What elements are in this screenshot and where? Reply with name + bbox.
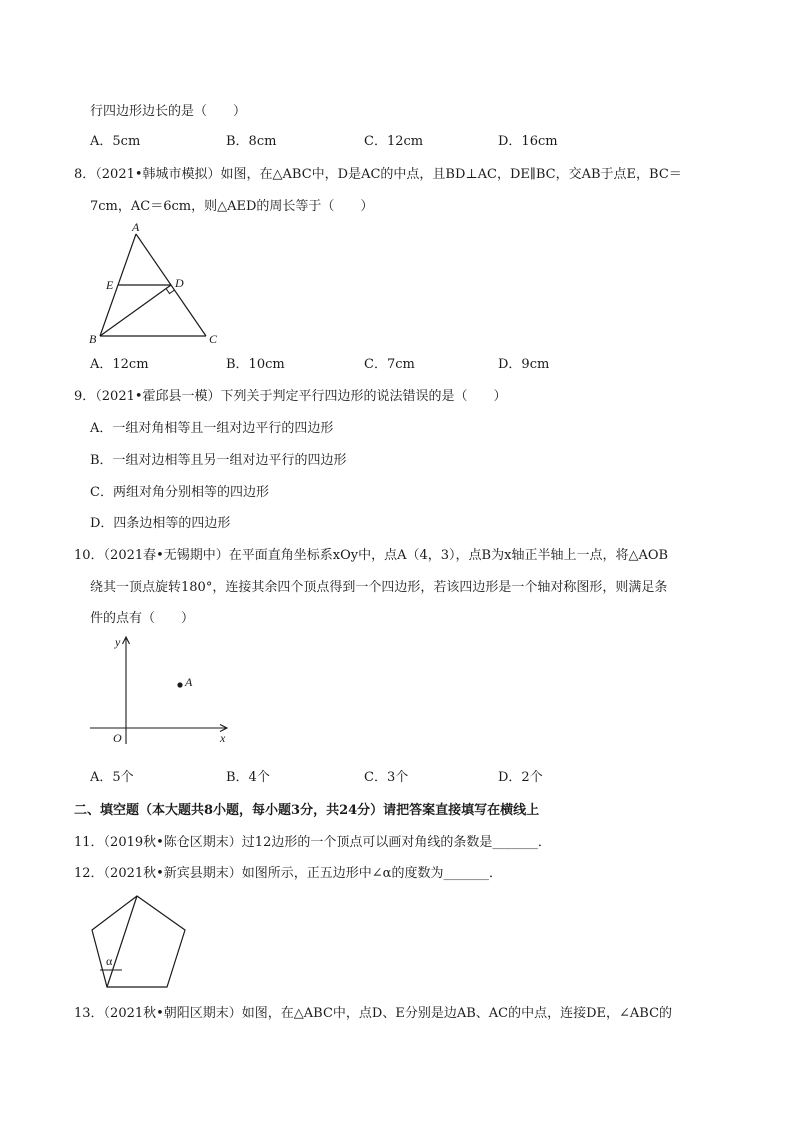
q8-triangle-figure [86, 218, 226, 350]
q12-diagonal [107, 896, 137, 987]
q8-option-c[interactable]: C．7cm [364, 357, 415, 372]
section-2-heading: 二、填空题（本大题共8小题，每小题3分，共24分）请把答案直接填写在横线上 [74, 803, 540, 818]
q8-option-d[interactable]: D．9cm [498, 357, 550, 372]
q10-label-x: x [220, 731, 226, 745]
q10-label-o: O [113, 731, 122, 745]
q9-option-d[interactable]: D．四条边相等的四边形 [90, 516, 231, 531]
q9-option-a[interactable]: A．一组对角相等且一组对边平行的四边形 [90, 421, 334, 436]
q9-option-c[interactable]: C．两组对角分别相等的四边形 [90, 485, 269, 500]
q9-option-b[interactable]: B．一组对边相等且另一组对边平行的四边形 [90, 453, 347, 468]
q10-option-d[interactable]: D．2个 [498, 770, 543, 785]
q13-stem: 13．（2021秋•朝阳区期末）如图，在△ABC中，点D、E分别是边AB、AC的中点，连接DE，∠ABC的 [74, 1006, 673, 1021]
q8-label-e: E [106, 278, 114, 292]
q8-stem-line1: 8．（2021•韩城市模拟）如图，在△ABC中，D是AC的中点，且BD⊥AC，DE∥BC，交AB于点E，BC＝ [74, 167, 682, 182]
q12-pentagon-figure [88, 892, 192, 992]
q10-coordinate-figure [86, 632, 236, 750]
q8-label-c: C [209, 332, 218, 346]
q10-label-y: y [115, 635, 121, 649]
q11-stem: 11．（2019秋•陈仓区期末）过12边形的一个顶点可以画对角线的条数是_______． [74, 835, 551, 850]
q8-label-a: A [132, 220, 140, 234]
q12-label-alpha: α [106, 954, 113, 968]
q10-stem-line2: 绕其一顶点旋转180°，连接其余四个顶点得到一个四边形，若该四边形是一个轴对称图形，则满足条 [90, 580, 668, 595]
q10-option-b[interactable]: B．4个 [226, 770, 270, 785]
q8-stem-line2: 7cm，AC＝6cm，则△AED的周长等于（ ） [90, 199, 374, 214]
q8-option-b[interactable]: B．10cm [226, 357, 285, 372]
q10-option-a[interactable]: A．5个 [90, 770, 134, 785]
q10-stem-line3: 件的点有（ ） [90, 611, 195, 626]
q10-label-a: A [185, 675, 193, 689]
q8-option-a[interactable]: A．12cm [90, 357, 149, 372]
q12-pentagon [92, 896, 185, 987]
q7-option-d[interactable]: D．16cm [498, 134, 558, 149]
q8-label-d: D [175, 276, 184, 290]
q7-stem-tail: 行四边形边长的是（ ） [90, 104, 247, 119]
q7-option-c[interactable]: C．12cm [364, 134, 424, 149]
q12-stem: 12．（2021秋•新宾县期末）如图所示，正五边形中∠α的度数为_______． [74, 866, 502, 881]
q10-option-c[interactable]: C．3个 [364, 770, 409, 785]
q9-stem: 9．（2021•霍邱县一模）下列关于判定平行四边形的说法错误的是（ ） [74, 389, 507, 404]
q10-stem-line1: 10．（2021春•无锡期中）在平面直角坐标系xOy中，点A（4，3），点B为x轴正半轴上一点，将△AOB [74, 548, 669, 563]
q7-option-a[interactable]: A．5cm [90, 134, 141, 149]
q7-option-b[interactable]: B．8cm [226, 134, 277, 149]
q10-point-a [177, 682, 182, 687]
q8-label-b: B [89, 332, 97, 346]
q8-segment-bd [100, 285, 171, 336]
